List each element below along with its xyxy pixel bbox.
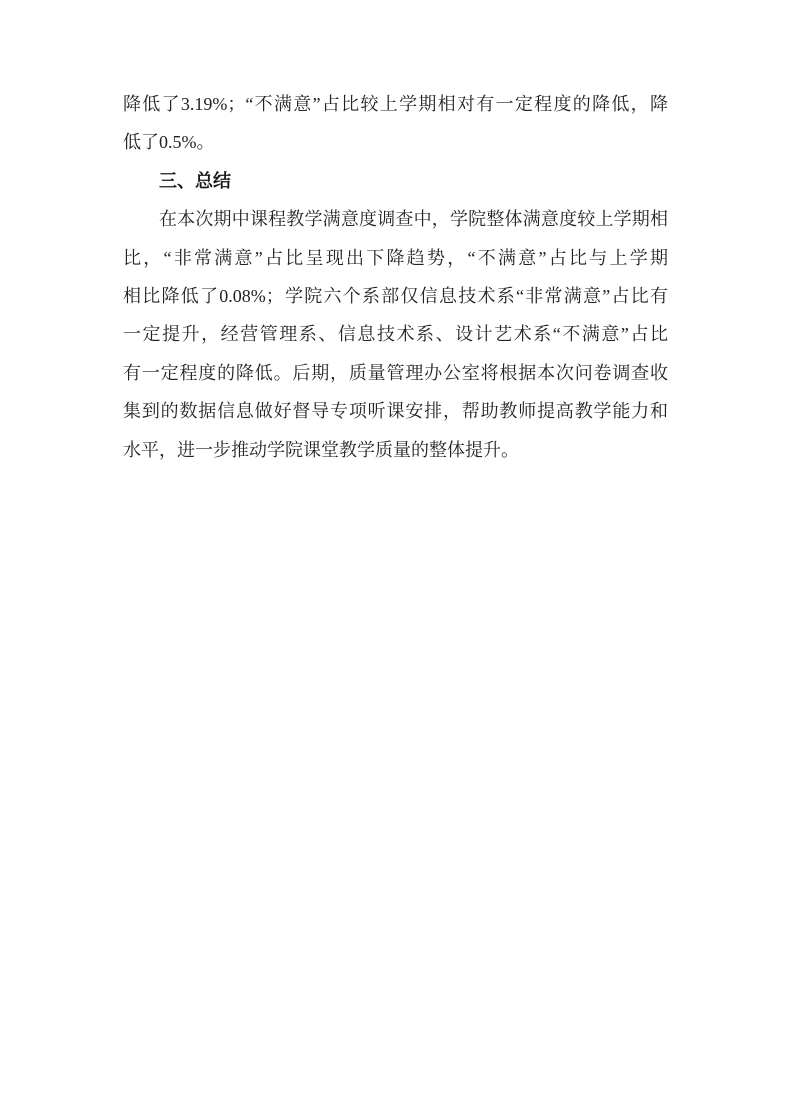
text-line: 集到的数据信息做好督导专项听课安排，帮助教师提高教学能力和 xyxy=(123,401,668,422)
text-content xyxy=(123,85,668,469)
text-line: 比，“非常满意”占比呈现出下降趋势，“不满意”占比与上学期 xyxy=(123,247,668,268)
text-line: 低了0.5%。 xyxy=(123,132,215,153)
paragraph-conclusion-tail xyxy=(123,85,668,162)
text-line: 降低了3.19%；“不满意”占比较上学期相对有一定程度的降低，降 xyxy=(123,94,668,114)
text-line: 水平，进一步推动学院课堂教学质量的整体提升。 xyxy=(123,439,519,460)
text-line: 有一定程度的降低。后期，质量管理办公室将根据本次问卷调查收 xyxy=(123,362,668,383)
text-line: 在本次期中课程教学满意度调查中，学院整体满意度较上学期相 xyxy=(159,209,668,230)
text-line: 相比降低了0.08%；学院六个系部仅信息技术系“非常满意”占比有 xyxy=(123,285,668,306)
section-heading: 三、总结 xyxy=(159,170,231,191)
paragraph-summary xyxy=(123,200,668,469)
text-line: 一定提升，经营管理系、信息技术系、设计艺术系“不满意”占比 xyxy=(123,324,668,345)
